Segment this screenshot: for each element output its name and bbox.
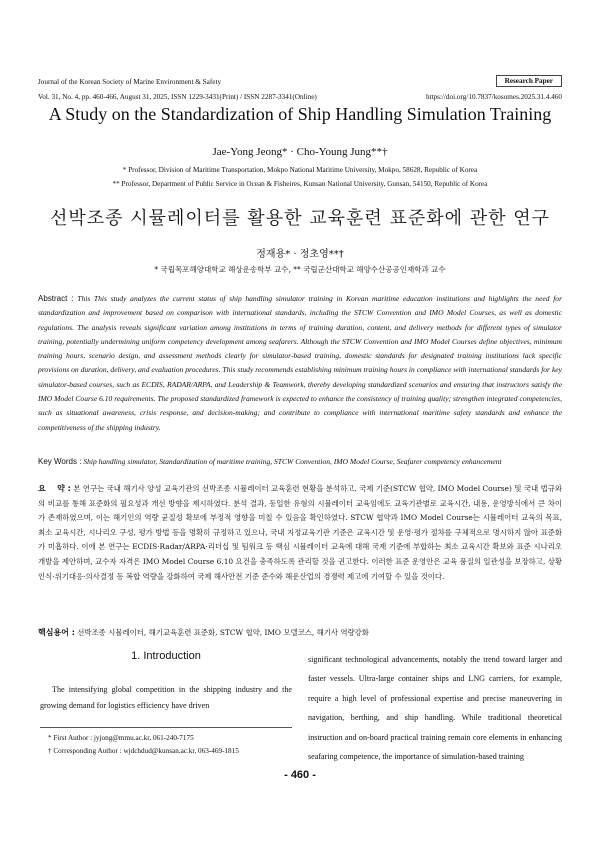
page-number: - 460 - [284,769,316,781]
korean-keywords-text: 선박조종 시뮬레이터, 해기교육훈련 표준화, STCW 협약, IMO 모델코스, 해기사 역량강화 [77,628,369,637]
keywords-label: Key Words : [38,457,82,466]
footnote-divider [40,727,292,728]
abstract-label: Abstract : [38,294,74,303]
introduction-right-column: significant technological advancements, notably the trend toward larger and faster vessels. Ultra-large container ships and LNG carriers, for example, require a high level of professional expertise and precise maneuvering in navigation, berthing, and ship handling. While traditional theoretical instruction and on-board practical training remain core elements in enhancing seafaring competence, the importance of simulation-based training [308,655,562,762]
paper-title: A Study on the Standardization of Ship Handling Simulation Training [48,104,552,124]
keywords [38,457,562,466]
footnote-first-author: * First Author : jyjong@mmu.ac.kr, 061-240-7175 [48,734,194,742]
korean-abstract [38,482,562,584]
abstract-text: This This study analyzes the current status of ship handling simulator training in Korean maritime education institutions and highlights the need for standardization and improvement based on comparison with international standards, including the STCW Convention and IMO Model Courses, as well as domestic regulations. The analysis reveals significant variation among institutions in terms of training duration, content, and delivery methods for different types of simulator training, potentially undermining uniform competency development among seafarers. Although the STCW Convention and IMO Model Courses define objectives, minimum training hours, scenario design, and assessment methods clearly for simulator-based training, domestic standards for designated training institutions lack specific provisions on duration, delivery, and evaluation procedures. This study recommends establishing minimum training hours in compliance with international standards for key simulator-based courses, such as ECDIS, RADAR/ARPA, and Leadership & Teamwork, thereby developing standardized scenarios and ensuring that instructors satisfy the IMO Model Course 6.10 requirements. The proposed standardized framework is expected to enhance the consistency of training quality; strengthen integrated competencies, such as situational awareness, crisis response, and decision-making; and contribute to compliance with international maritime safety standards and enhance the competitiveness of the shipping industry. [38,294,563,432]
korean-abstract-label: 요 약 : [38,484,71,493]
korean-abstract-text: 본 연구는 국내 해기사 양성 교육기관의 선박조종 시뮬레이터 교육훈련 현황을 분석하고, 국제 기준(STCW 협약, IMO Model Course) 및 국내 법규와의 비교를 통해 표준화의 필요성과 개선 방향을 제시하였다. 분석 결과, 동일한 유형의 시뮬레이터 교육임에도 교육기관별로 교육시간, 내용, 운영방식에서 큰 차이가 존재하였으며, 이는 해기인의 역량 균질성 확보에 부정적 영향을 미칠 수 있음을 확인하였다. STCW 협약과 IMO Model Course는 시뮬레이터 교육의 목표, 최소 교육시간, 시나리오 구성, 평가 방법 등을 명확히 규정하고 있으나, 국내 지정교육기관 기준은 교육시간 및 운영·평가 절차를 구체적으로 명시하지 않아 표준화가 미흡하다. 이에 본 연구는 ECDIS·Radar/ARPA·리더십 및 팀워크 등 핵심 시뮬레이터 교육에 대해 국제 기준에 부합하는 최소 교육시간 확보와 표준 시나리오 개발을 제안하며, 교수자 자격은 IMO Model Course 6.10 요건을 충족하도록 관리할 것을 권고한다. 이러한 표준 운영안은 교육 품질의 일관성을 보장하고, 상황인식·위기대응·의사결정 등 복합 역량을 강화하여 국제 해사안전 기준 준수와 해운산업의 경쟁력 제고에 기여할 수 있을 것이다. [38,484,562,581]
section-heading-introduction: 1. Introduction [131,650,201,662]
volume-info: Vol. 31, No. 4, pp. 460-466, August 31, 2025, ISSN 1229-3431(Print) / ISSN 2287-3341(Online) [38,93,317,101]
abstract [38,292,562,435]
affiliation-2: ** Professor, Department of Public Service in Ocean & Fisheires, Kunsan National University, Gunsan, 54150, Republic of Korea [112,180,488,188]
korean-authors: 정재용* · 정초영**† [256,249,344,260]
korean-title: 선박조종 시뮬레이터를 활용한 교육훈련 표준화에 관한 연구 [49,208,551,229]
keywords-text: Ship handling simulator, Standardization of maritime training, STCW Convention, IMO Model Course, Seafarer competency enhancement [83,457,502,466]
introduction-left-column: The intensifying global competition in the shipping industry and the growing demand for logistics efficiency have driven [40,685,292,710]
journal-name: Journal of the Korean Society of Marine Environment & Safety [38,78,222,86]
doi-link[interactable]: https://doi.org/10.7837/kosomes.2025.31.4.460 [425,93,562,101]
korean-keywords-label: 핵심용어 : [38,628,75,637]
affiliation-1: * Professor, Division of Maritime Transportation, Mokpo National Maritime University, Mokpo, 58628, Republic of Korea [122,166,478,174]
korean-keywords [38,627,562,638]
footnote-corresponding-author: † Corresponding Author : wjdchdud@kunsan.ac.kr, 063-469-1815 [48,747,239,755]
korean-affiliation: * 국립목포해양대학교 해상운송학부 교수, ** 국립군산대학교 해양수산공공인재학과 교수 [154,265,446,274]
authors: Jae-Yong Jeong* · Cho-Young Jung**† [212,146,388,158]
research-paper-badge: Research Paper [496,75,562,87]
